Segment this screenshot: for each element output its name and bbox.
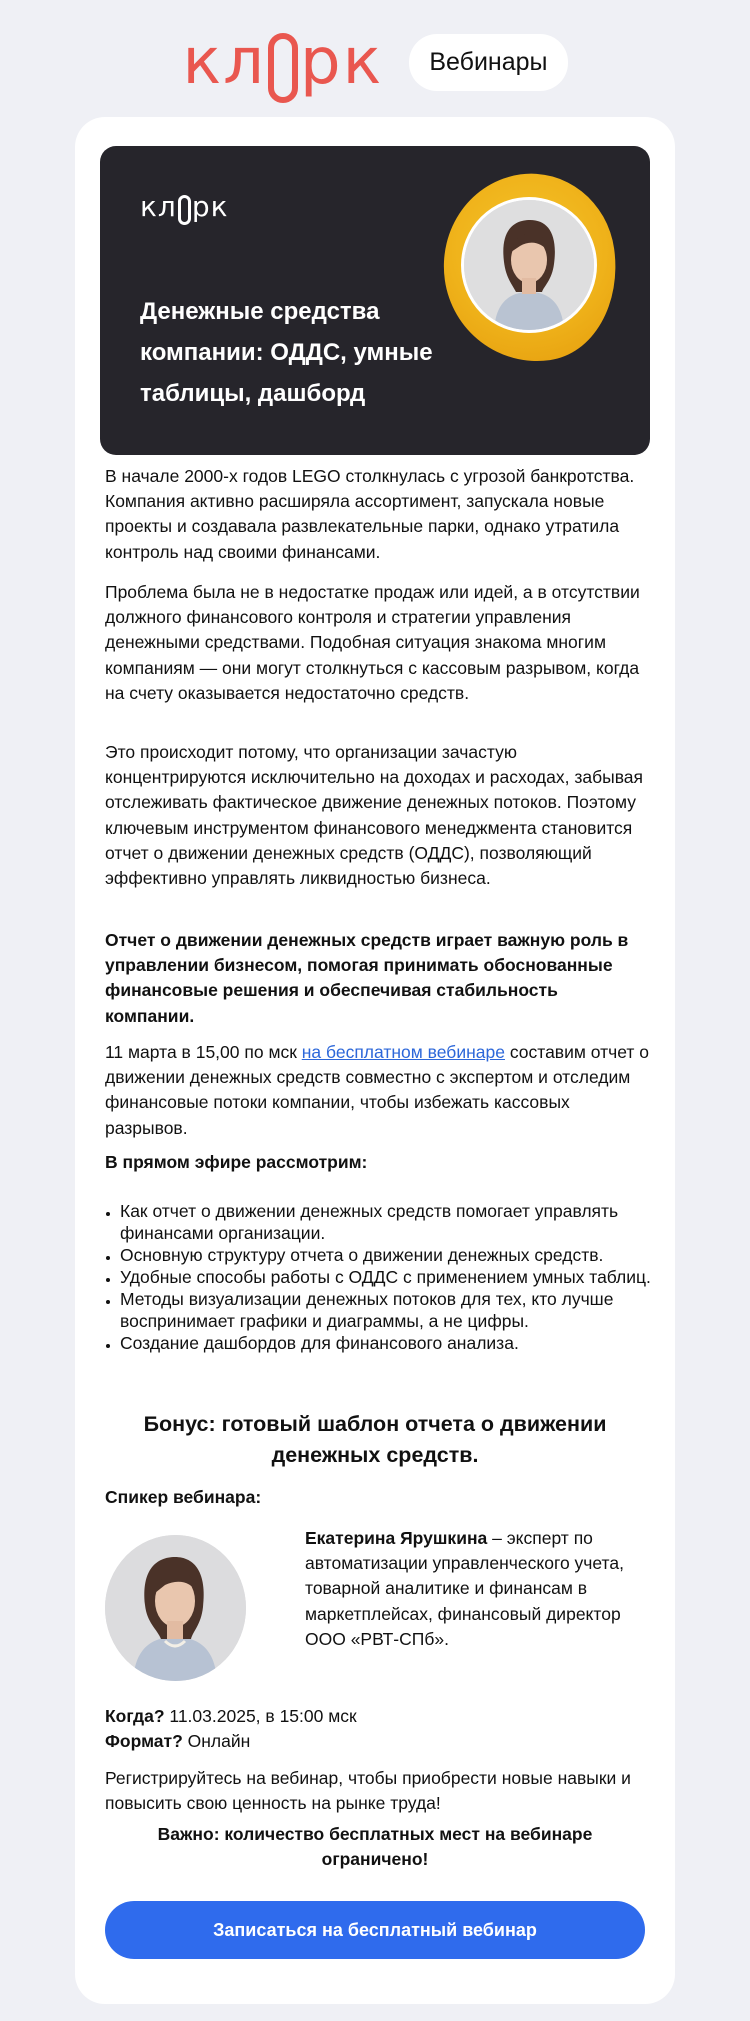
- paragraph-1-text: В начале 2000-х годов LEGO столкнулась с угрозой банкротства. Компания активно расширяла ассортимент, запускала новые проекты и создавала развлекательные парки, однако утратила контроль над своими финансами.: [105, 466, 635, 562]
- format-line: [105, 1729, 650, 1754]
- paragraph-5-text: [105, 1040, 650, 1141]
- topics-list: [105, 1200, 670, 1354]
- hero-logo-part-rk: рк: [191, 190, 229, 223]
- paragraph-2-text: Проблема была не в недостатке продаж или идей, а в отсутствии должного финансового контроля и стратегии управления денежными средствами. Подобная ситуация знакома многим компаниям — они могут столкнуться с кассовым разрывом, когда на счету оказывается недостаточно средств.: [105, 582, 640, 703]
- p5-after: составим отчет о движении денежных средств совместно с экспертом и отследим финансовые потоки компании, чтобы избежать кассовых разрывов.: [105, 1042, 650, 1138]
- bonus-heading: Бонус: готовый шаблон отчета о движении денежных средств.: [143, 1412, 607, 1467]
- speaker-name: Екатерина Ярушкина: [305, 1528, 488, 1548]
- header: [0, 26, 750, 98]
- when-label: Когда?: [105, 1706, 165, 1726]
- paragraph-5: [105, 1040, 650, 1141]
- speaker-description: [305, 1526, 635, 1652]
- logo-part-rk: рк: [300, 25, 384, 99]
- speaker-heading: Спикер вебинара:: [105, 1487, 262, 1507]
- list-item: Создание дашбордов для финансового анализа.: [120, 1332, 670, 1354]
- paperclip-icon: [268, 33, 298, 103]
- list-item: Удобные способы работы с ОДДС с применением умных таблиц.: [120, 1266, 670, 1288]
- speaker-desc: – эксперт по автоматизации управленческого учета, товарной аналитике и финансам в маркетплейсах, финансовый директор ООО «РВТ-СПб».: [305, 1528, 624, 1649]
- free-webinar-link[interactable]: на бесплатном вебинаре: [301, 1042, 505, 1062]
- paperclip-icon: [178, 195, 191, 225]
- paragraph-3: [105, 740, 650, 891]
- paragraph-4-text: Отчет о движении денежных средств играет важную роль в управлении бизнесом, помогая принимать обоснованные финансовые решения и обеспечивая стабильность компании.: [105, 930, 629, 1026]
- webinars-badge[interactable]: Вебинары: [409, 34, 567, 91]
- register-text: Регистрируйтесь на вебинар, чтобы приобрести новые навыки и повысить свою ценность на рынке труда!: [105, 1768, 631, 1814]
- email-card: [75, 117, 675, 2004]
- when-line: [105, 1704, 650, 1729]
- hero-logo: [140, 190, 229, 223]
- paragraph-3-text: Это происходит потому, что организации зачастую концентрируются исключительно на доходах и расходах, забывая отслеживать фактическое движение денежных потоков. Поэтому ключевым инструментом финансового менеджмента становится отчет о движении денежных средств (ОДДС), позволяющий эффективно управлять ликвидностью бизнеса.: [105, 742, 644, 889]
- person-portrait-icon: [464, 200, 594, 330]
- hero-logo-part-kl: кл: [140, 190, 177, 223]
- list-item: Основную структуру отчета о движении денежных средств.: [120, 1244, 670, 1266]
- speaker-photo-hero: [461, 197, 597, 333]
- format-value: Онлайн: [182, 1731, 251, 1751]
- klerk-logo[interactable]: [182, 27, 383, 97]
- paragraph-2: [105, 580, 650, 706]
- format-label: Формат?: [105, 1731, 183, 1751]
- hero-banner: [100, 146, 650, 455]
- logo-part-kl: кл: [182, 25, 267, 99]
- hero-title: Денежные средства компании: ОДДС, умные таблицы, дашборд: [140, 298, 433, 407]
- list-item: Методы визуализации денежных потоков для тех, кто лучше воспринимает графики и диаграммы, а не цифры.: [120, 1288, 670, 1332]
- list-item: Как отчет о движении денежных средств помогает управлять финансами организации.: [120, 1200, 670, 1244]
- speaker-photo: [105, 1535, 246, 1681]
- important-notice: Важно: количество бесплатных мест на вебинаре ограничено!: [157, 1824, 593, 1869]
- paragraph-1: [105, 464, 650, 565]
- p5-before: 11 марта в 15,00 по мск: [105, 1042, 302, 1062]
- when-value: 11.03.2025, в 15:00 мск: [164, 1706, 357, 1726]
- topics-heading: В прямом эфире рассмотрим:: [105, 1152, 368, 1172]
- register-free-webinar-button[interactable]: Записаться на бесплатный вебинар: [105, 1901, 645, 1959]
- paragraph-4-highlight: [105, 928, 650, 1029]
- person-portrait-icon: [105, 1535, 246, 1681]
